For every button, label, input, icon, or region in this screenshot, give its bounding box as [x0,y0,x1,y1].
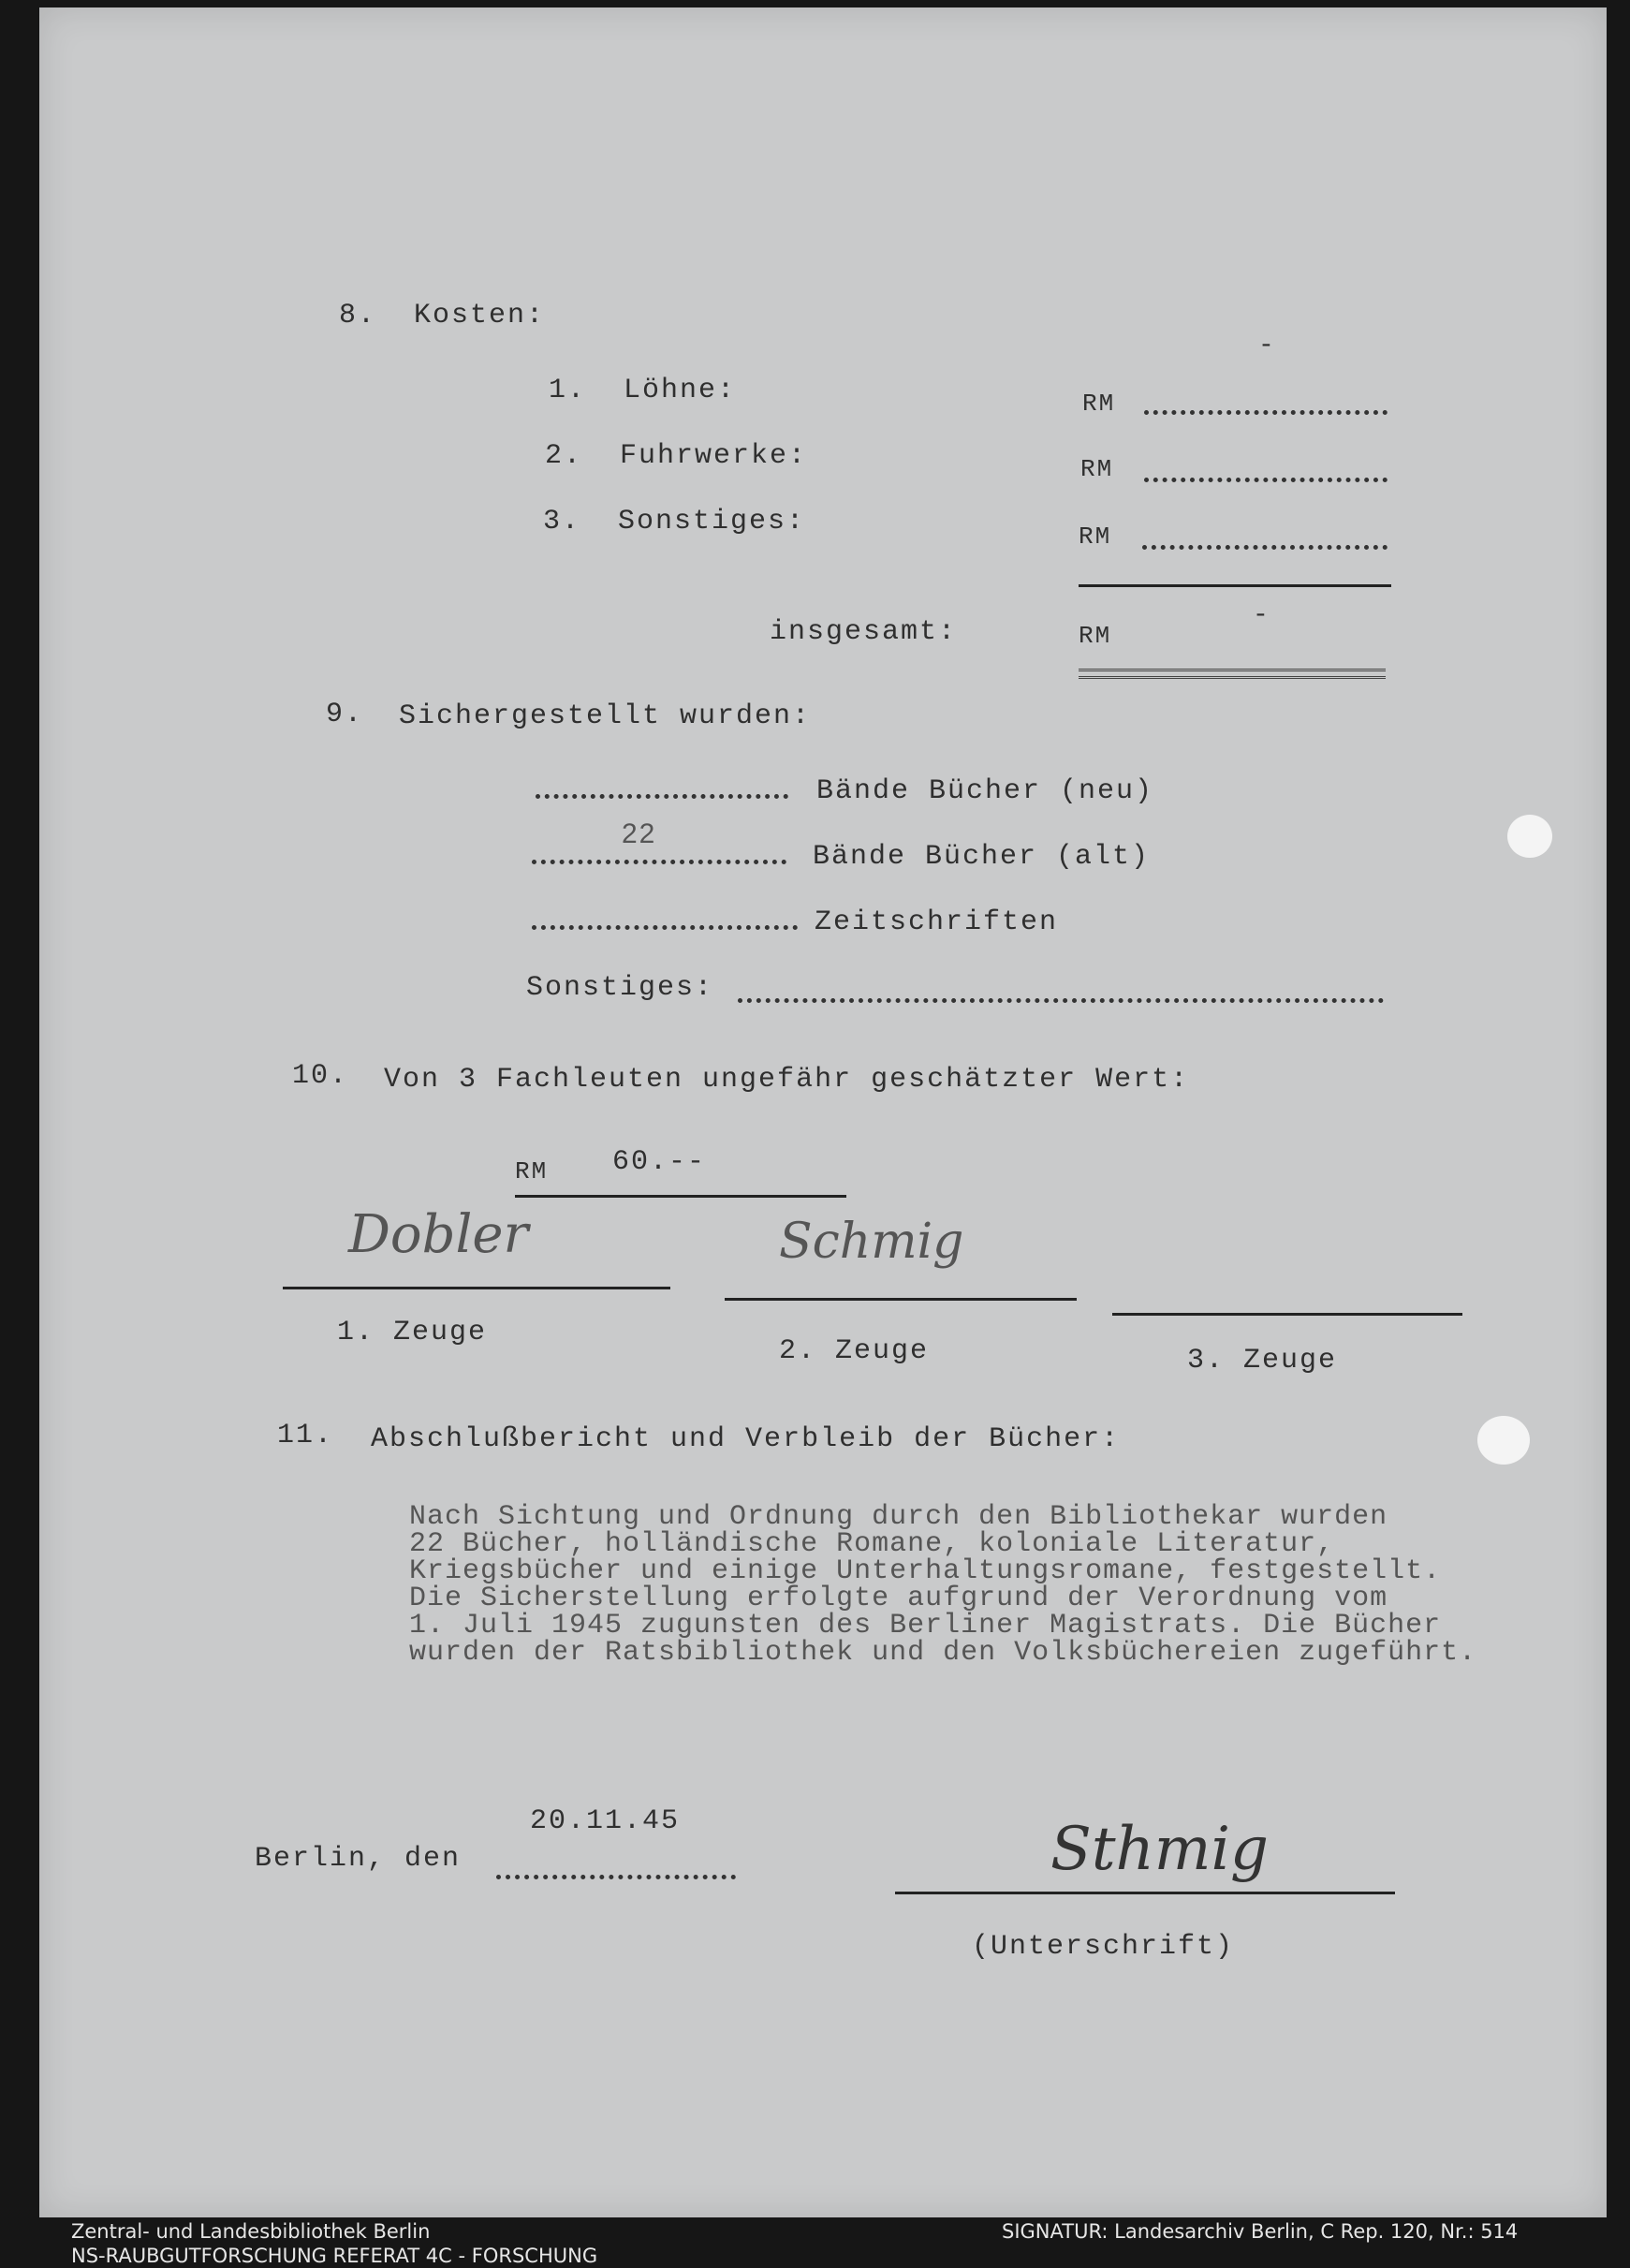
witness-3-line [1112,1313,1462,1316]
section8-title: Kosten: [414,300,546,331]
report-line-3: Kriegsbücher und einige Unterhaltungsromane, festgestellt. [409,1555,1442,1587]
witness-2-label: 2. Zeuge [779,1335,930,1367]
signature-label: (Unterschrift) [972,1931,1235,1963]
other-dots [738,998,1384,1003]
section8-number: 8. [339,300,377,331]
footer-department: NS-RAUBGUTFORSCHUNG REFERAT 4C - FORSCHUNG [71,2245,598,2267]
estimate-value: 60.-- [612,1146,707,1178]
main-signature: Sthmig [1050,1815,1269,1884]
books-new-dots [536,794,788,799]
cost-item-2-number: 2. [545,440,583,472]
witness-1-label: 1. Zeuge [337,1317,488,1348]
footer-institution: Zentral- und Landesbibliothek Berlin [71,2220,431,2243]
section11-title: Abschlußbericht und Verbleib der Bücher: [371,1423,1121,1455]
total-double-line-2 [1079,676,1386,683]
journals-label: Zeitschriften [815,906,1059,938]
estimate-currency: RM [515,1157,549,1186]
report-line-6: wurden der Ratsbibliothek und den Volksbüchereien zugeführt. [409,1637,1477,1669]
section9-title: Sichergestellt wurden: [399,700,812,732]
books-old-label: Bände Bücher (alt) [813,841,1151,873]
cost-item-2-label: Fuhrwerke: [620,440,808,472]
report-paragraph [409,1501,1579,1669]
cost-item-1-number: 1. [549,375,587,406]
document-page [39,7,1607,2217]
dash-mark-top: - [1258,331,1276,361]
total-double-line [1079,669,1386,675]
sum-line [1079,584,1391,587]
cost-item-3-currency: RM [1079,523,1112,551]
cost-item-1-label: Löhne: [624,375,737,406]
signature-line [895,1892,1395,1894]
books-new-label: Bände Bücher (neu) [816,775,1154,807]
section11-number: 11. [277,1420,334,1451]
witness-2-line [725,1298,1077,1301]
cost-item-3-number: 3. [543,506,581,538]
report-line-5: 1. Juli 1945 zugunsten des Berliner Magistrats. Die Bücher [409,1610,1442,1642]
witness-1-line [283,1287,670,1289]
report-line-1: Nach Sichtung und Ordnung durch den Bibliothekar wurden [409,1501,1388,1533]
books-old-count: 22 [622,818,657,849]
punch-hole-top [1507,815,1552,858]
witness-2-signature: Schmig [779,1214,964,1270]
cost-item-2-currency: RM [1080,455,1114,483]
cost-item-3-dots [1142,545,1388,550]
section10-title: Von 3 Fachleuten ungefähr geschätzter Wert: [384,1064,1190,1096]
punch-hole-bottom [1477,1416,1530,1465]
footer-left [71,2219,597,2268]
witness-3-label: 3. Zeuge [1187,1345,1338,1377]
total-currency: RM [1079,622,1112,650]
other-label: Sonstiges: [526,972,714,1004]
footer-signature: SIGNATUR: Landesarchiv Berlin, C Rep. 120, Nr.: 514 [1002,2220,1519,2243]
section9-number: 9. [326,699,364,730]
report-line-2: 22 Bücher, holländische Romane, koloniale Literatur, [409,1528,1335,1560]
books-old-dots [532,860,786,864]
closing-date: 20.11.45 [530,1805,681,1837]
cost-item-1-dots [1144,410,1388,415]
closing-date-dots [496,1875,736,1879]
closing-place-label: Berlin, den [255,1843,462,1875]
cost-item-2-dots [1144,478,1388,482]
estimate-underline [515,1195,846,1198]
cost-item-3-label: Sonstiges: [618,506,806,538]
dash-mark-total: - [1253,601,1270,630]
total-label: insgesamt: [770,616,958,648]
journals-dots [532,925,798,930]
section10-number: 10. [292,1060,349,1092]
witness-1-signature: Dobler [348,1204,529,1265]
report-line-4: Die Sicherstellung erfolgte aufgrund der Verordnung vom [409,1583,1388,1614]
cost-item-1-currency: RM [1082,390,1116,418]
